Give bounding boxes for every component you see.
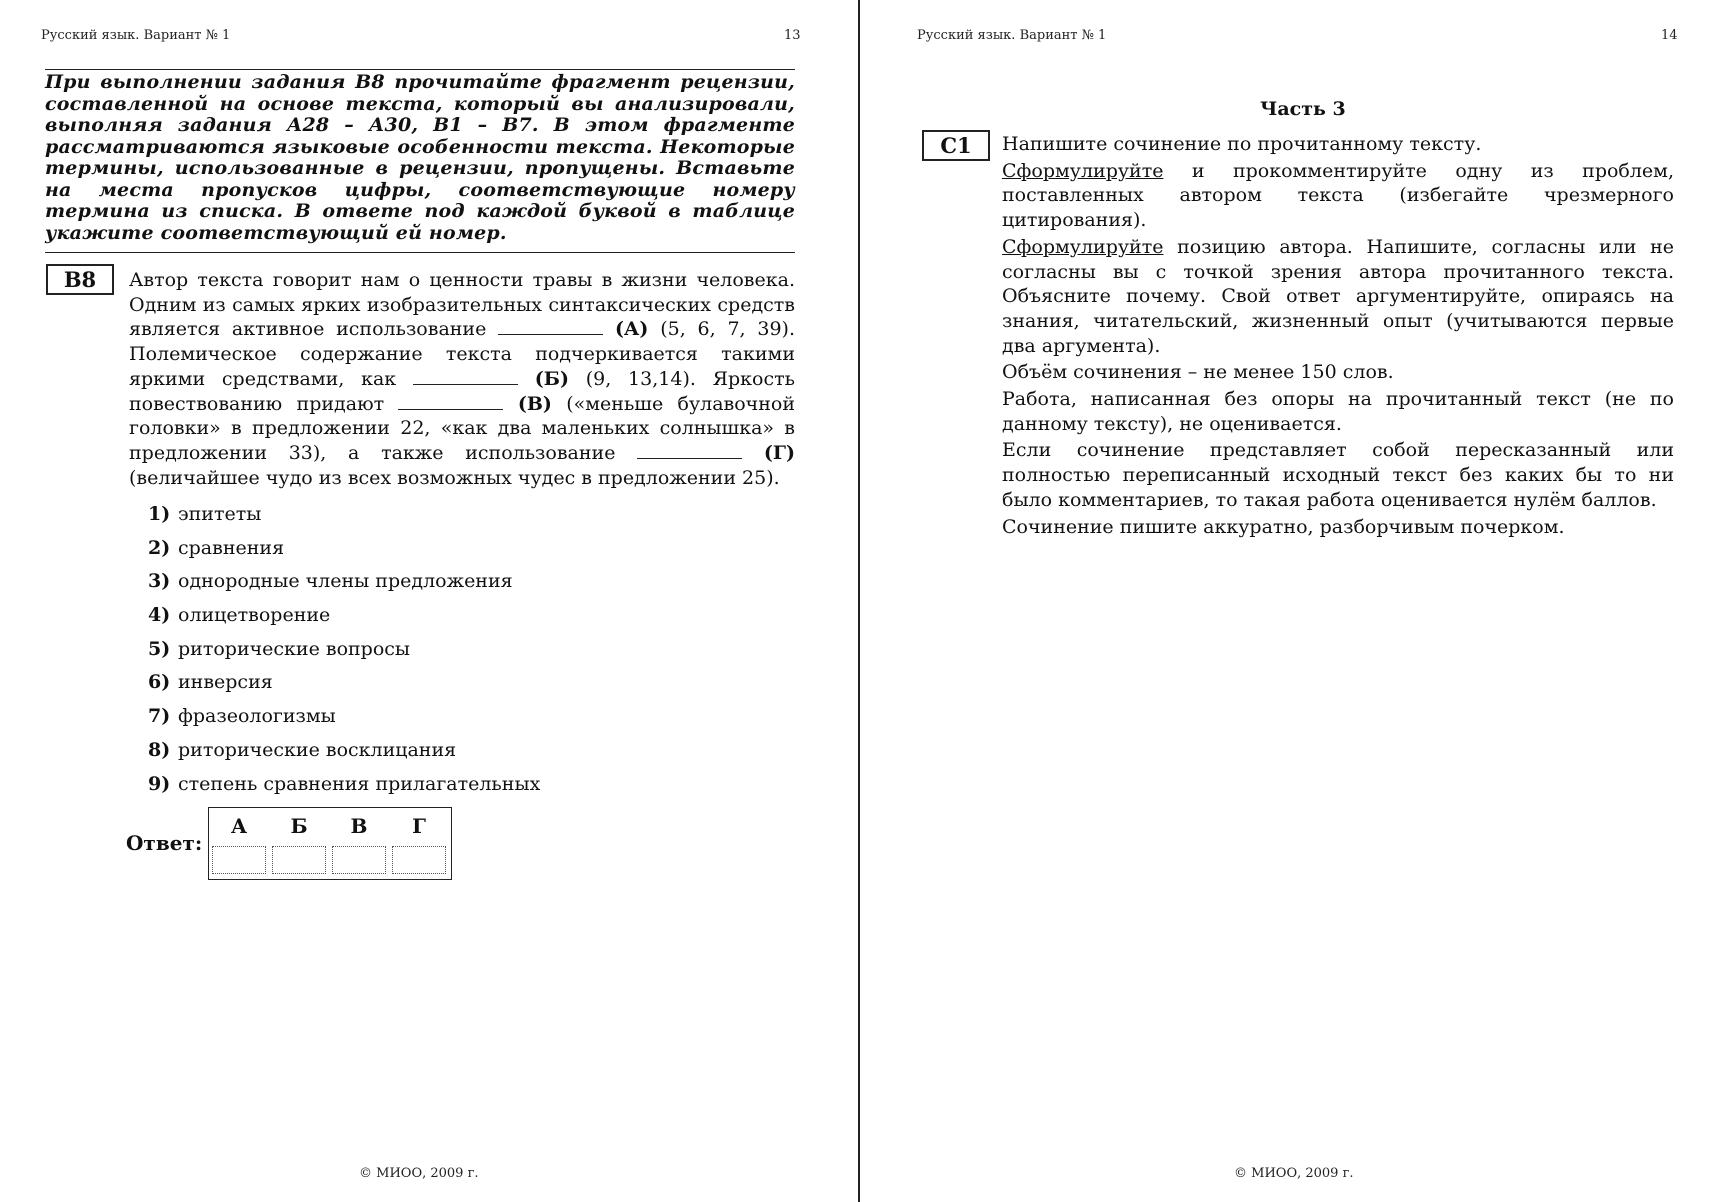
essay-instructions <box>1002 132 1674 541</box>
page-number: 13 <box>784 28 801 43</box>
page-number: 14 <box>1661 28 1678 43</box>
answer-column-header: А <box>230 814 248 838</box>
right-page <box>860 0 1718 1202</box>
task-instruction: При выполнении задания В8 прочитайте фрагмент рецензии, составленной на основе текста, который вы анализировали, выполняя задания А28 – А30, В1 – В7. В этом фрагменте рассматриваются языковые особенности текста. Некоторые термины, использованные в рецензии, пропущены. Вставьте на места пропусков цифры, соответствующие номеру термина из списка. В ответе под каждой буквой в таблице укажите соответствующий ей номер. <box>45 71 795 244</box>
answer-cell-a[interactable] <box>212 846 266 874</box>
instruction-paragraph: Работа, написанная без опоры на прочитанный текст (не по данному тексту), не оценивается. <box>1002 388 1674 435</box>
instruction-paragraph: Сформулируйте и прокомментируйте одну из проблем, поставленных автором текста (избегайте чрезмерного цитирования). <box>1002 159 1674 232</box>
answer-column-header: Б <box>290 814 308 838</box>
instruction-paragraph: Сочинение пишите аккуратно, разборчивым почерком. <box>1002 515 1565 538</box>
list-item: 5) риторические вопросы <box>148 637 411 660</box>
answer-table <box>208 807 452 880</box>
list-item: 2) сравнения <box>148 536 285 559</box>
bottom-rule <box>45 252 795 253</box>
blank-a[interactable] <box>498 318 603 335</box>
left-page <box>0 0 858 1202</box>
list-item: 3) однородные члены предложения <box>148 570 513 593</box>
review-part: Автор текста говорит нам о ценности травы в жизни человека. Одним из самых ярких изобразительных синтаксических средств является активное использование <box>129 269 795 341</box>
task-label-box: B8 <box>46 264 114 295</box>
review-text <box>129 268 795 490</box>
mark-a: (А) <box>614 318 649 341</box>
answer-cell-b[interactable] <box>272 846 326 874</box>
instruction-paragraph: Объём сочинения – не менее 150 слов. <box>1002 361 1394 384</box>
instruction-paragraph: Сформулируйте позицию автора. Напишите, согласны или не согласны вы с точкой зрения автора прочитанного текста. Объясните почему. Свой ответ аргументируйте, опираясь на знания, читательский, жизненный опыт (учитываются первые два аргумента). <box>1002 235 1674 357</box>
answer-cell-v[interactable] <box>332 846 386 874</box>
answer-cell-g[interactable] <box>392 846 446 874</box>
review-part: (5, 6, 7, 39). Полемическое содержание текста подчеркивается такими яркими средствами, как <box>129 318 795 390</box>
page-header: Русский язык. Вариант № 1 <box>41 28 231 43</box>
instruction-paragraph: Если сочинение представляет собой пересказанный или полностью переписанный исходный текст без каких бы то ни было комментариев, то такая работа оценивается нулём баллов. <box>1002 439 1674 511</box>
page-footer: © МИОО, 2009 г. <box>1234 1166 1354 1181</box>
blank-v[interactable] <box>398 393 503 410</box>
answer-column-header: В <box>350 814 368 838</box>
list-item: 1) эпитеты <box>148 503 262 525</box>
term-list <box>148 502 540 805</box>
review-part: (величайшее чудо из всех возможных чудес в предложении 25). <box>129 466 780 489</box>
list-item: 9) степень сравнения прилагательных <box>148 772 541 795</box>
page-header: Русский язык. Вариант № 1 <box>917 28 1107 43</box>
blank-g[interactable] <box>637 442 742 459</box>
list-item: 7) фразеологизмы <box>148 705 336 728</box>
answer-label: Ответ: <box>126 831 203 855</box>
top-rule <box>45 69 795 70</box>
review-part: («меньше булавочной головки» в предложении 22, «как два маленьких солнышка» в предложении 33), а также использование <box>129 392 796 464</box>
mark-g: (Г) <box>763 441 795 464</box>
part-title: Часть 3 <box>1260 98 1346 120</box>
blank-b[interactable] <box>413 368 518 385</box>
list-item: 4) олицетворение <box>148 604 331 627</box>
list-item: 6) инверсия <box>148 671 273 694</box>
answer-column-header: Г <box>412 814 426 838</box>
review-part: (9, 13,14). Яркость повествованию придают <box>129 367 795 415</box>
task-label-box: C1 <box>922 130 990 161</box>
list-item: 8) риторические восклицания <box>148 738 457 761</box>
mark-b: (Б) <box>534 367 569 390</box>
mark-v: (В) <box>517 392 552 415</box>
instruction-paragraph: Напишите сочинение по прочитанному тексту. <box>1002 133 1482 155</box>
page-footer: © МИОО, 2009 г. <box>359 1166 479 1181</box>
